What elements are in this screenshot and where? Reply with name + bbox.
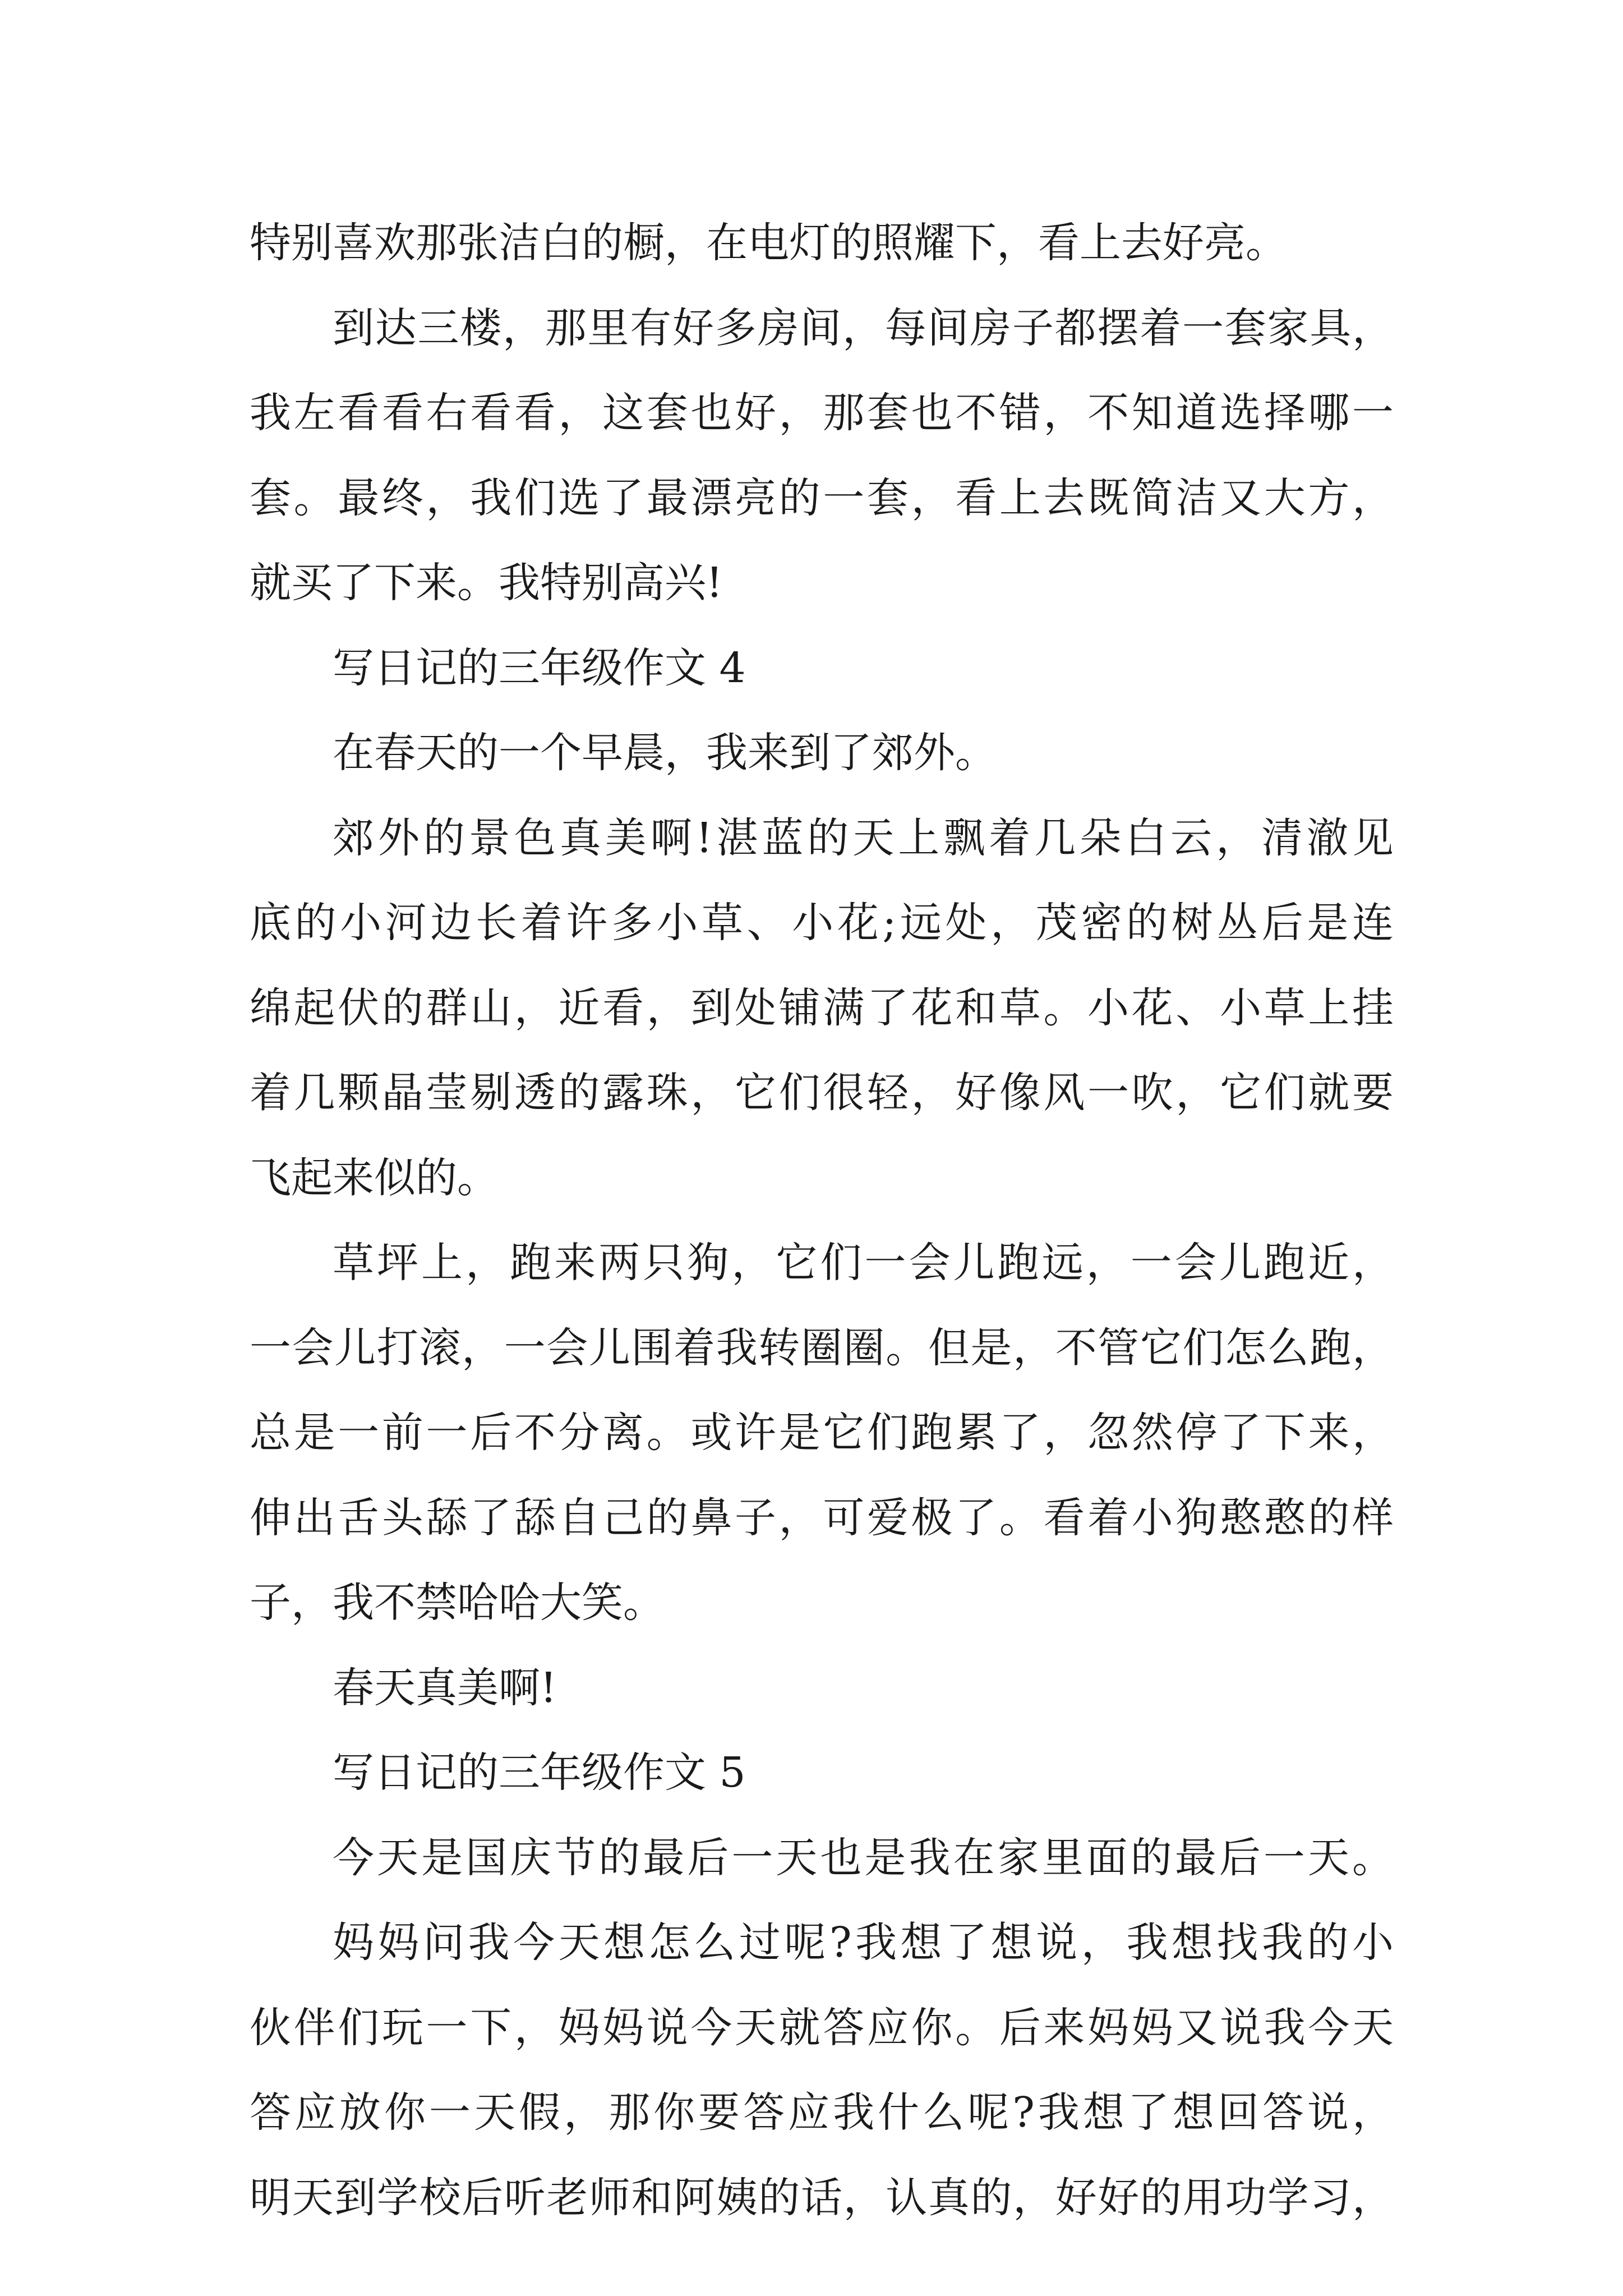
text-line: 就买了下来。我特别高兴! <box>250 559 723 607</box>
text-line: 底的小河边长着许多小草、小花;远处，茂密的树丛后是连 <box>250 899 1394 947</box>
text-line: 明天到学校后听老师和阿姨的话，认真的，好好的用功学习， <box>250 2173 1394 2222</box>
text-line: 伸出舌头舔了舔自己的鼻子，可爱极了。看着小狗憨憨的样 <box>250 1493 1394 1542</box>
text-line: 写日记的三年级作文 4 <box>333 643 746 692</box>
text-line: 一会儿打滚，一会儿围着我转圈圈。但是，不管它们怎么跑， <box>250 1323 1394 1372</box>
text-line: 春天真美啊! <box>333 1663 557 1712</box>
text-line: 着几颗晶莹剔透的露珠，它们很轻，好像风一吹，它们就要 <box>250 1069 1394 1117</box>
text-line: 今天是国庆节的最后一天也是我在家里面的最后一天。 <box>333 1833 1394 1882</box>
text-line: 总是一前一后不分离。或许是它们跑累了，忽然停了下来， <box>250 1409 1394 1457</box>
text-line: 到达三楼，那里有好多房间，每间房子都摆着一套家具， <box>333 303 1394 352</box>
text-line: 答应放你一天假，那你要答应我什么呢?我想了想回答说， <box>250 2088 1394 2137</box>
text-line: 在春天的一个早晨，我来到了郊外。 <box>333 729 997 777</box>
text-line: 伙伴们玩一下，妈妈说今天就答应你。后来妈妈又说我今天 <box>250 2003 1394 2052</box>
text-line: 绵起伏的群山，近看，到处铺满了花和草。小花、小草上挂 <box>250 983 1394 1032</box>
text-line: 子，我不禁哈哈大笑。 <box>250 1579 665 1627</box>
text-line: 我左看看右看看，这套也好，那套也不错，不知道选择哪一 <box>250 389 1394 437</box>
text-line: 飞起来似的。 <box>250 1153 499 1202</box>
text-line: 草坪上，跑来两只狗，它们一会儿跑远，一会儿跑近， <box>333 1239 1394 1287</box>
text-line: 妈妈问我今天想怎么过呢?我想了想说，我想找我的小 <box>333 1918 1394 1967</box>
text-line: 套。最终，我们选了最漂亮的一套，看上去既简洁又大方， <box>250 473 1394 522</box>
text-line: 写日记的三年级作文 5 <box>333 1749 746 1797</box>
text-line: 特别喜欢那张洁白的橱，在电灯的照耀下，看上去好亮。 <box>250 219 1287 267</box>
text-line: 郊外的景色真美啊!湛蓝的天上飘着几朵白云，清澈见 <box>333 813 1394 862</box>
document-body <box>250 201 1394 2240</box>
